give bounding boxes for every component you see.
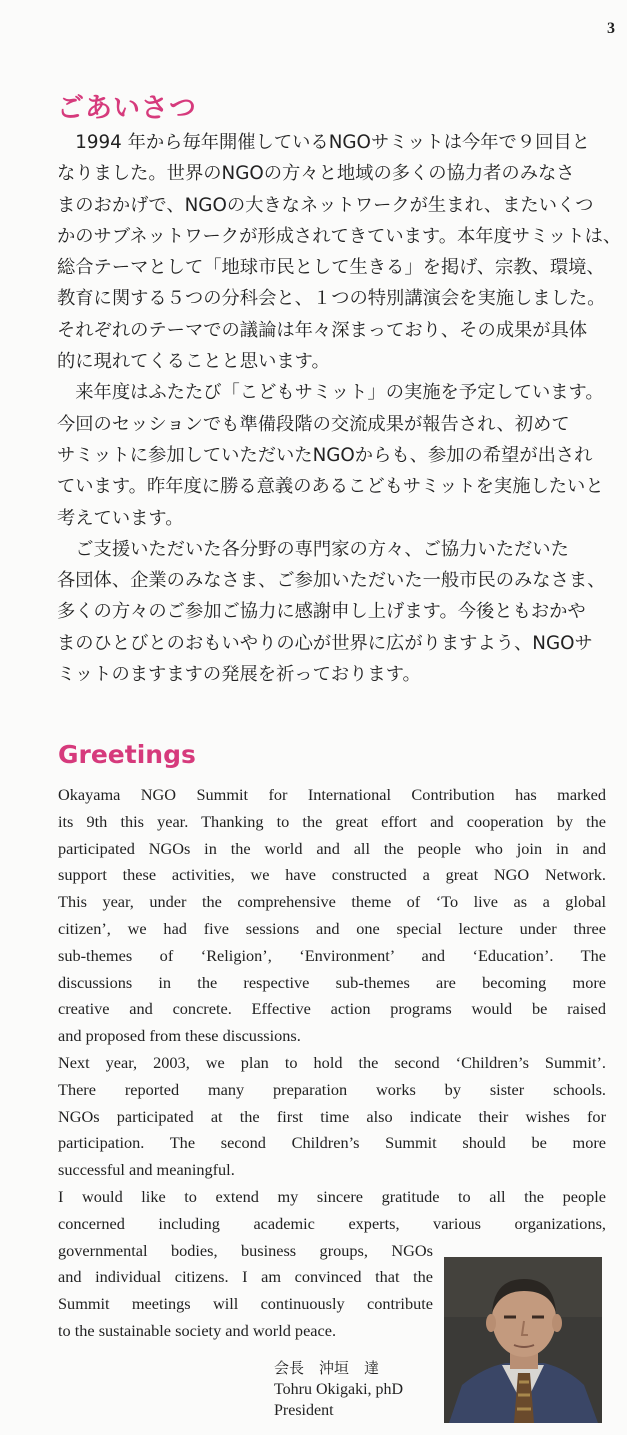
japanese-line: 総合テーマとして「地球市民として生きる」を掲げ、宗教、環境、 <box>57 257 605 279</box>
signature-role: President <box>274 1402 334 1419</box>
japanese-line: ミットのますますの発展を祈っております。 <box>57 664 421 686</box>
president-photo <box>444 1257 602 1423</box>
signature-name: Tohru Okigaki, phD <box>274 1381 404 1398</box>
english-line: and proposed from these discussions. <box>58 1026 301 1046</box>
japanese-line: なりました。世界のNGOの方々と地域の多くの協力者のみなさ <box>57 163 575 185</box>
english-line: citizen’, we had five sessions and one special lecture under three <box>58 918 606 938</box>
portrait-image <box>444 1257 602 1423</box>
japanese-line: 多くの方々のご参加ご協力に感謝申し上げます。今後ともおかや <box>57 601 586 623</box>
japanese-line: 的に現れてくることと思います。 <box>57 351 330 373</box>
english-line: its 9th this year. Thanking to the great effort and cooperation by the <box>58 811 606 831</box>
japanese-line: 考えています。 <box>57 507 184 529</box>
japanese-line: 来年度はふたたび「こどもサミット」の実施を予定しています。 <box>57 382 604 404</box>
japanese-line: 1994 年から毎年開催しているNGOサミットは今年で９回目と <box>57 132 590 153</box>
japanese-title: ごあいさつ <box>57 93 197 124</box>
japanese-line: 教育に関する５つの分科会と、１つの特別講演会を実施しました。 <box>57 288 606 310</box>
english-line: participated NGOs in the world and all the people who join in and <box>58 838 606 858</box>
page-number: 3 <box>607 20 615 37</box>
japanese-line: まのひとびとのおもいやりの心が世界に広がりますよう、NGOサ <box>57 632 593 654</box>
english-line: successful and meaningful. <box>58 1160 235 1180</box>
english-line: sub-themes of ‘Religion’, ‘Environment’ and ‘Education’. The <box>58 945 606 965</box>
english-line: and individual citizens. I am convinced that the <box>58 1267 433 1287</box>
japanese-body <box>57 127 622 690</box>
english-line: This year, under the comprehensive theme of ‘To live as a global <box>58 892 606 912</box>
signature-japanese: 会長 沖垣 達 <box>274 1359 380 1377</box>
english-line: There reported many preparation works by sister schools. <box>58 1079 606 1099</box>
english-title: Greetings <box>58 740 196 769</box>
english-line: Summit meetings will continuously contribute <box>58 1294 433 1314</box>
english-line: Next year, 2003, we plan to hold the second ‘Children’s Summit’. <box>58 1052 606 1072</box>
english-line: discussions in the respective sub-themes are becoming more <box>58 972 606 992</box>
english-line: governmental bodies, business groups, NGOs <box>58 1240 433 1260</box>
japanese-line: 各団体、企業のみなさま、ご参加いただいた一般市民のみなさま、 <box>57 570 606 592</box>
english-line: Okayama NGO Summit for International Contribution has marked <box>58 785 606 804</box>
japanese-line: かのサブネットワークが形成されてきています。本年度サミットは、 <box>57 225 622 247</box>
english-line: creative and concrete. Effective action programs would be raised <box>58 999 606 1019</box>
japanese-line: まのおかげで、NGOの大きなネットワークが生まれ、またいくつ <box>57 194 594 216</box>
japanese-line: ています。昨年度に勝る意義のあるこどもサミットを実施したいと <box>57 476 604 498</box>
japanese-line: ご支援いただいた各分野の専門家の方々、ご協力いただいた <box>57 538 569 560</box>
english-line: I would like to extend my sincere gratitude to all the people <box>58 1186 606 1206</box>
english-line: support these activities, we have constructed a great NGO Network. <box>58 865 606 885</box>
english-line: concerned including academic experts, various organizations, <box>58 1213 606 1233</box>
english-line: to the sustainable society and world peace. <box>58 1320 337 1340</box>
signature-block <box>274 1358 403 1421</box>
japanese-line: それぞれのテーマでの議論は年々深まっており、その成果が具体 <box>57 319 588 341</box>
japanese-line: 今回のセッションでも準備段階の交流成果が報告され、初めて <box>57 413 570 435</box>
japanese-line: サミットに参加していただいたNGOからも、参加の希望が出され <box>57 444 593 466</box>
english-line: NGOs participated at the first time also indicate their wishes for <box>58 1106 606 1126</box>
english-line: participation. The second Children’s Summit should be more <box>58 1133 606 1153</box>
